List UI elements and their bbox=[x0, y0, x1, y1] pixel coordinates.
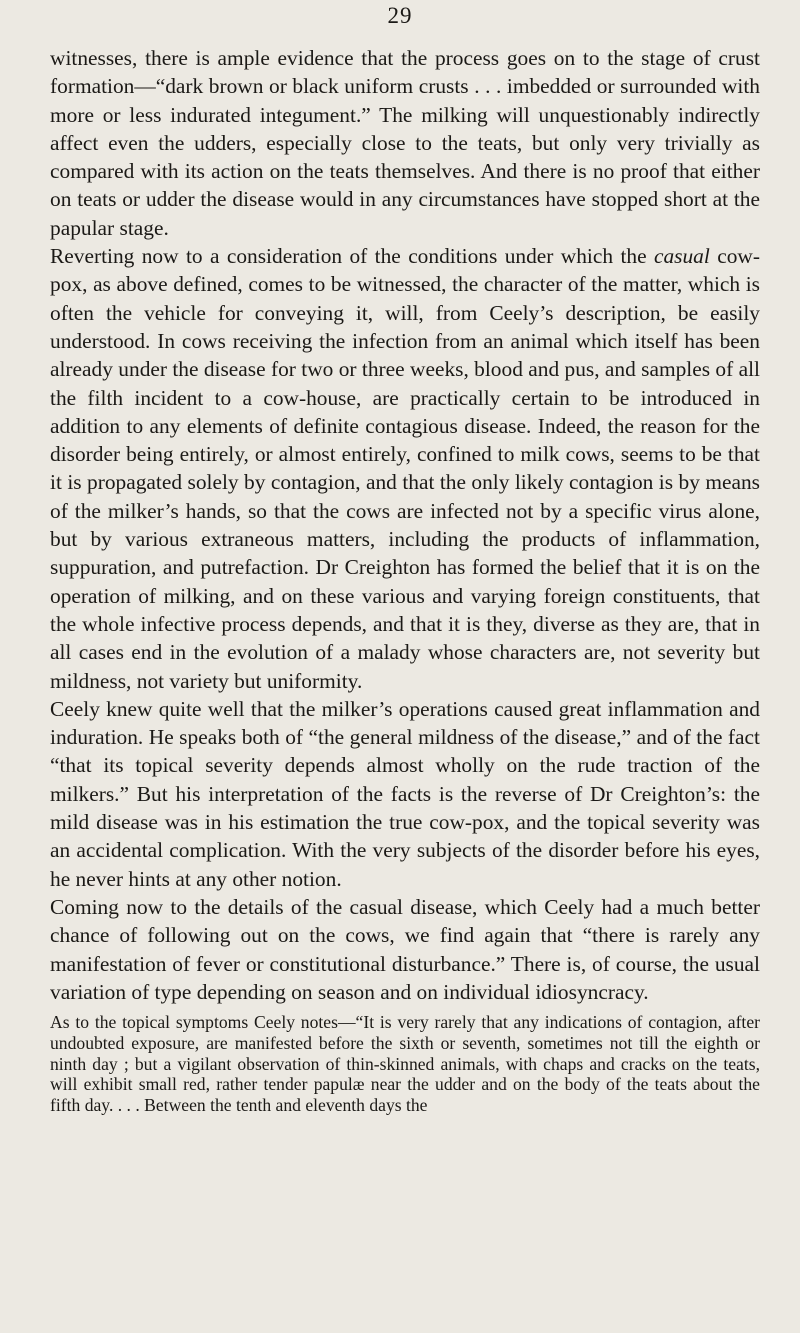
paragraph-2 bbox=[50, 242, 760, 695]
italic-term-casual: casual bbox=[653, 244, 710, 269]
paragraph-2-rest: cow-pox, as above defined, comes to be witnessed, the character of the matter, which is often the vehicle for conveying it, will, from Ceely’s description, be easily understood. In cows receiving the infection from an animal which itself has been already under the disease for two or three weeks, blood and pus, and samples of all the filth incident to a cow-house, are practically certain to be introduced in addition to any elements of definite contagious disease. Indeed, the reason for the disorder being entirely, or almost entirely, confined to milk cows, seems to be that it is propagated solely by contagion, and that the only likely contagion is by means of the milker’s hands, so that the cows are infected not by a specific virus alone, but by various extraneous matters, including the products of inflammation, suppuration, and putrefaction. Dr Creighton has formed the belief that it is on the operation of milking, and on these various and varying foreign constituents, that the whole infective process depends, and that it is they, diverse as they are, that in all cases end in the evolution of a malady whose characters are, not severity but mildness, not variety but uniformity. bbox=[50, 244, 760, 693]
paragraph-2-lead: Reverting now to a consideration of the conditions under which the bbox=[50, 244, 647, 269]
paragraph-3: Ceely knew quite well that the milker’s operations caused great inflammation and induration. He speaks both of “the general mildness of the disease,” and of the fact “that its topical severity depends almost wholly on the rude traction of the milkers.” But his interpretation of the facts is the reverse of Dr Creighton’s: the mild disease was in his estimation the true cow-pox, and the topical severity was an accidental complication. With the very subjects of the disorder before his eyes, he never hints at any other notion. bbox=[50, 696, 760, 891]
body-text bbox=[50, 44, 760, 1116]
paragraph-1: witnesses, there is ample evidence that the process goes on to the stage of crust formation—“dark brown or black uniform crusts . . . imbedded or surrounded with more or less indurated integument.” The milking will unquestionably indirectly affect even the udders, especially close to the teats, but only very trivially as compared with its action on the teats themselves. And there is no proof that either on teats or udder the disease would in any circumstances have stopped short at the papular stage. bbox=[50, 46, 760, 240]
paragraph-4: Coming now to the details of the casual disease, which Ceely had a much better chance of following out on the cows, we find again that “there is rarely any manifestation of fever or constitutional disturbance.” There is, of course, the usual variation of type depending on season and on individual idiosyncracy. bbox=[50, 894, 760, 1004]
small-print-paragraph: As to the topical symptoms Ceely notes—“It is very rarely that any indications of contagion, after undoubted exposure, are manifested before the sixth or seventh, sometimes not till the eighth or ninth day ; but a vigilant observation of thin-skinned animals, with chaps and cracks on the teats, will exhibit small red, rather tender papulæ near the udder and on the body of the teats about the fifth day. . . . Between the tenth and eleventh days the bbox=[50, 1012, 760, 1116]
page-number: 29 bbox=[387, 3, 413, 28]
